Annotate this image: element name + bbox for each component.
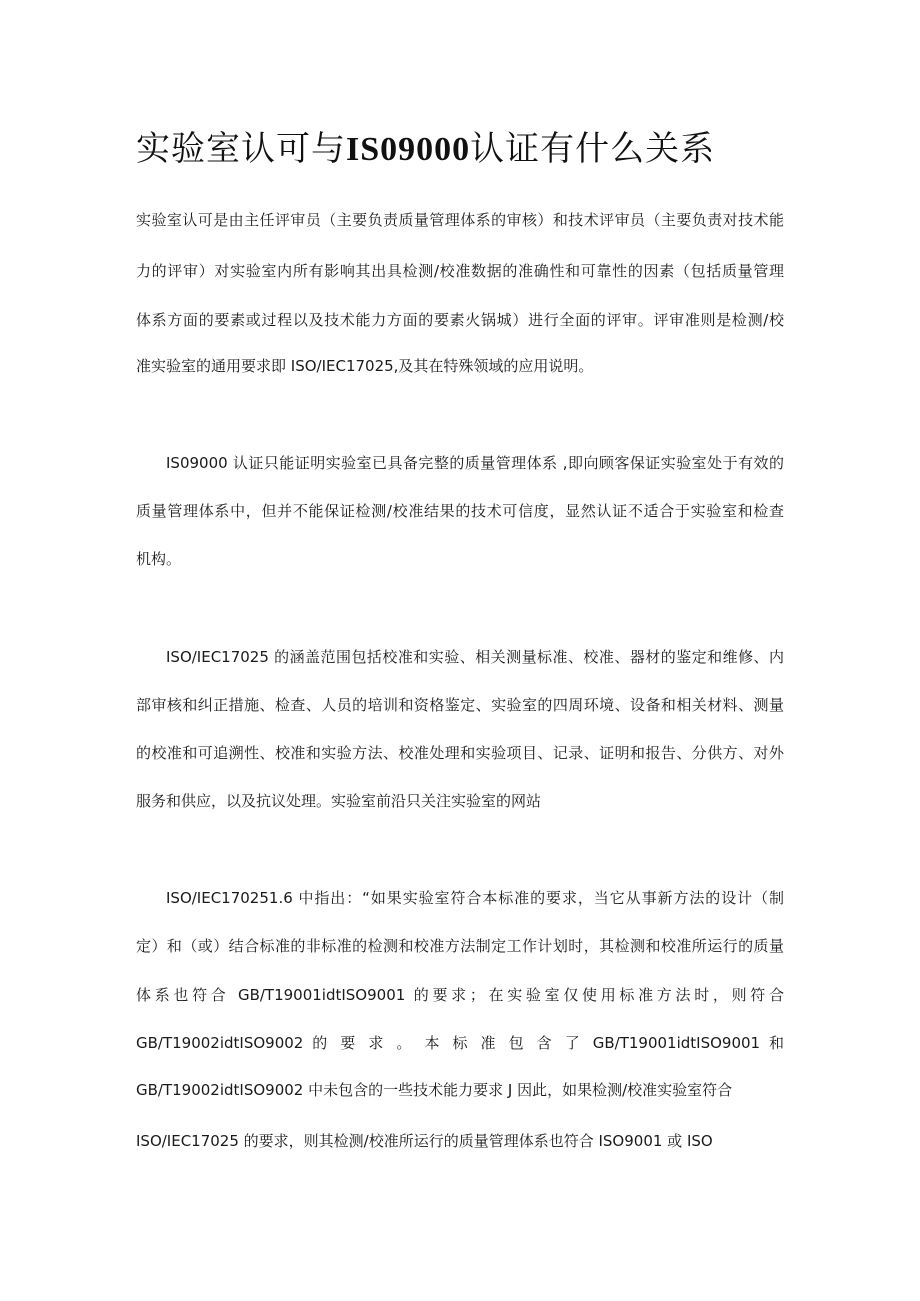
paragraph-line: 定）和（或）结合标准的非标准的检测和校准方法制定工作计划时，其检测和校准所运行的质量 [136,937,784,955]
title-text-part-2: IS09000 [346,131,471,168]
paragraph-line: ISO/IEC17025 的涵盖范围包括校准和实验、相关测量标准、校准、器材的鉴定和维修、内 [166,648,784,666]
paragraph-line: 机构。 [136,550,182,568]
paragraph-line: 体系方面的要素或过程以及技术能力方面的要素火锅城）进行全面的评审。评审准则是检测/校 [136,311,784,329]
paragraph-line: GB/T19002idtISO9002 中未包含的一些技术能力要求 J 因此，如果检测/校准实验室符合 [136,1081,733,1099]
paragraph-line: 实验室认可是由主任评审员（主要负责质量管理体系的审核）和技术评审员（主要负责对技术能 [136,211,784,229]
paragraph-line: 力的评审）对实验室内所有影响其出具检测/校准数据的准确性和可靠性的因素（包括质量管理 [136,262,784,280]
paragraph-line: GB/T19002idtISO9002 的 要 求 。 本 标 准 包 含 了 GB/T19001idtISO9001 和 [136,1034,784,1052]
paragraph-line: 的校准和可追溯性、校准和实验方法、校准处理和实验项目、记录、证明和报告、分供方、对外 [136,744,784,762]
title-text-part-3: 认证有什么关系 [470,129,716,169]
paragraph-line: ISO/IEC17025 的要求，则其检测/校准所运行的质量管理体系也符合 ISO9001 或 ISO [136,1132,713,1150]
paragraph-line: ISO/IEC170251.6 中指出：“如果实验室符合本标准的要求，当它从事新方法的设计（制 [166,889,784,907]
paragraph-line: 质量管理体系中，但并不能保证检测/校准结果的技术可信度，显然认证不适合于实验室和检查 [136,502,784,520]
paragraph-line: 服务和供应，以及抗议处理。实验室前沿只关注实验室的网站 [136,792,542,810]
paragraph-line: 部审核和纠正措施、检查、人员的培训和资格鉴定、实验室的四周环境、设备和相关材料、测量 [136,696,784,714]
paragraph-line: 体系也符合 GB/T19001idtISO9001 的要求；在实验室仅使用标准方法时，则符合 [136,986,784,1004]
page-title [136,122,715,177]
paragraph-line: 准实验室的通用要求即 ISO/IEC17025,及其在特殊领域的应用说明。 [136,357,594,375]
paragraph-line: IS09000 认证只能证明实验室已具备完整的质量管理体系 ,即向顾客保证实验室处于有效的 [166,454,784,472]
title-text-part-1: 实验室认可与 [136,129,346,169]
